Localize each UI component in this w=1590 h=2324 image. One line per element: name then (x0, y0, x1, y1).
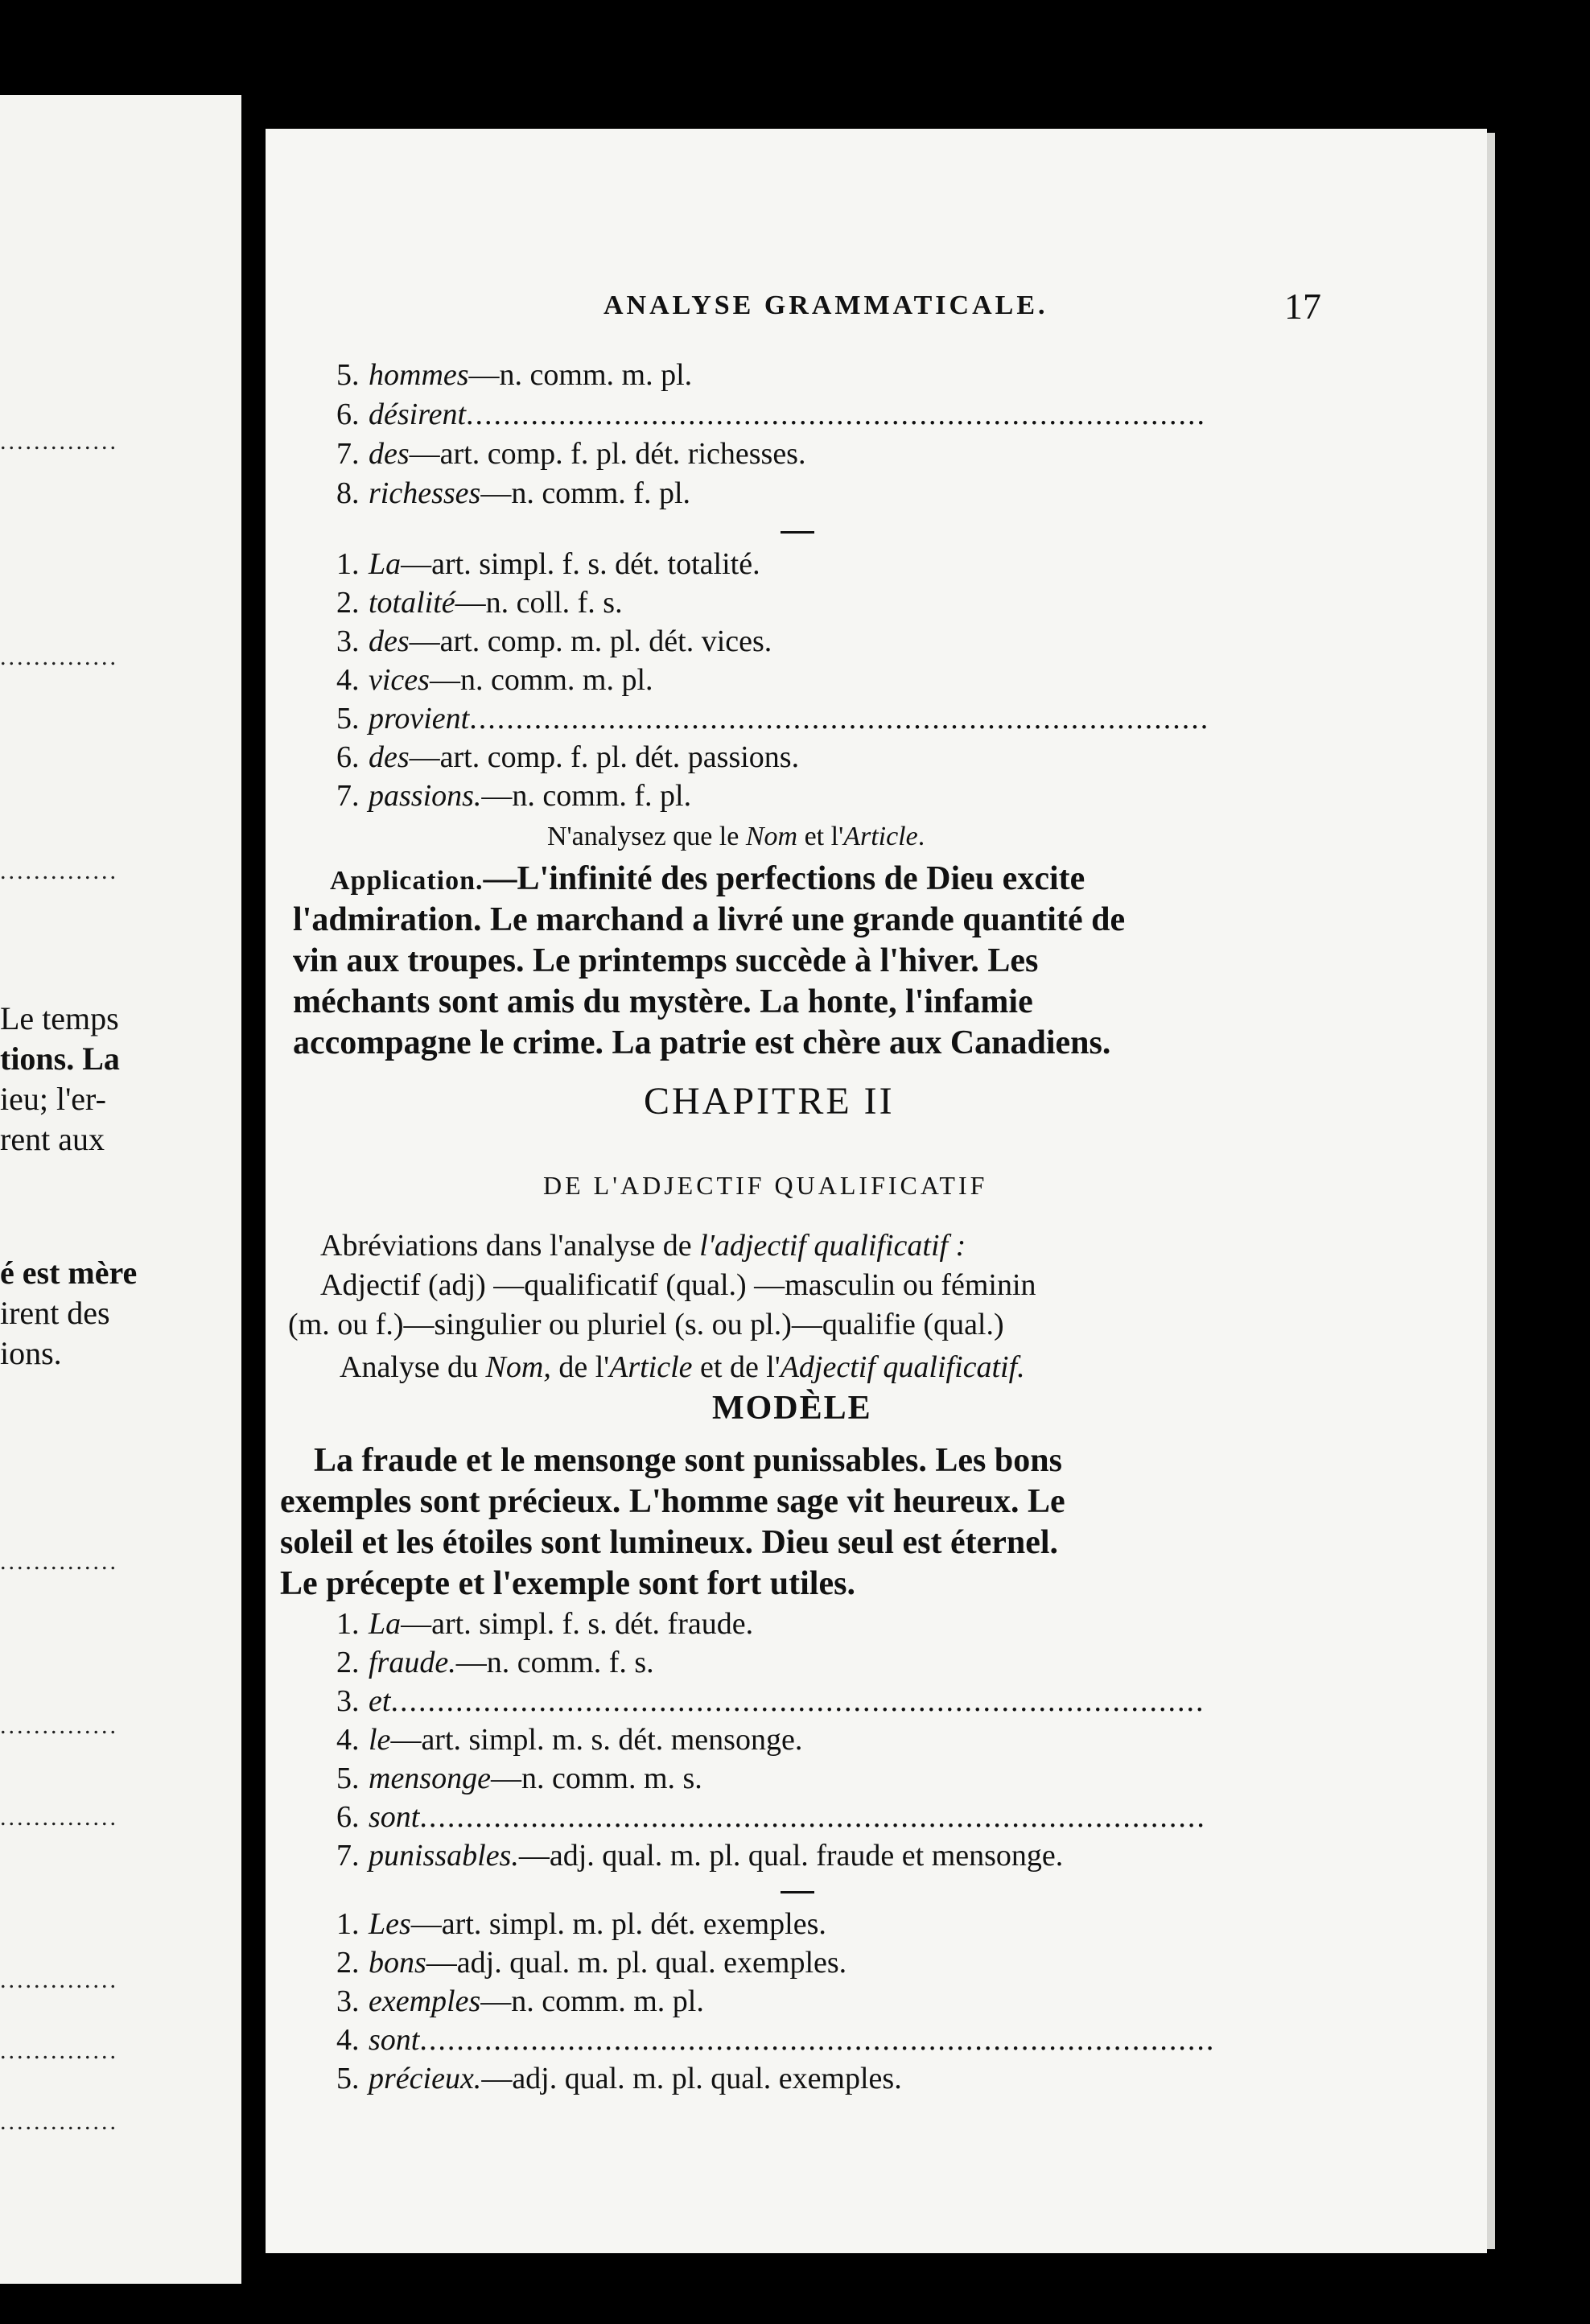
list-item: 2. totalité—n. coll. f. s. (336, 586, 623, 620)
fragment: rent aux (0, 1121, 105, 1157)
model-text-line: La fraude et le mensonge sont punissables. Les bons (314, 1442, 1062, 1479)
list-item: 6. sont..................................................................................... (336, 1800, 1206, 1834)
list-item: 4. vices—n. comm. m. pl. (336, 663, 653, 697)
model-text-line: exemples sont précieux. L'homme sage vit heureux. Le (280, 1483, 1065, 1520)
application-line: vin aux troupes. Le printemps succède à l'hiver. Les (293, 942, 1039, 979)
list-item: 5. provient................................................................................ (336, 702, 1210, 736)
list-item: 7. punissables.—adj. qual. m. pl. qual. fraude et mensonge. (336, 1839, 1064, 1873)
list-item: 1. Les—art. simpl. m. pl. dét. exemples. (336, 1907, 826, 1941)
abbreviations-line: Abréviations dans l'analyse de l'adjectif qualificatif : (320, 1229, 966, 1263)
page-edge (1487, 133, 1495, 2249)
fragment: Le temps (0, 1000, 119, 1036)
list-item: 4. le—art. simpl. m. s. dét. mensonge. (336, 1723, 803, 1757)
list-item: 2. fraude.—n. comm. f. s. (336, 1646, 654, 1679)
previous-page (0, 95, 241, 2284)
list-item: 3. et........................................................................................ (336, 1684, 1205, 1718)
instruction: N'analysez que le Nom et l'Article. (547, 822, 925, 851)
fragment: é est mère (0, 1255, 138, 1291)
list-item: 5. précieux.—adj. qual. m. pl. qual. exemples. (336, 2062, 902, 2095)
dotted-leader: .............. (0, 1967, 118, 1993)
page-number: 17 (1284, 286, 1321, 327)
list-item: 6. désirent................................................................................ (336, 398, 1207, 431)
application-line: l'admiration. Le marchand a livré une grande quantité de (293, 901, 1126, 938)
list-item: 1. La—art. simpl. f. s. dét. totalité. (336, 547, 760, 581)
dotted-leader: .............. (0, 644, 118, 670)
fragment: irent des (0, 1295, 110, 1331)
fragment: ieu; l'er- (0, 1081, 106, 1117)
list-item: 7. passions.—n. comm. f. pl. (336, 779, 692, 813)
separator (781, 1891, 814, 1893)
fragment: ions. (0, 1335, 62, 1371)
list-item: 2. bons—adj. qual. m. pl. qual. exemples. (336, 1946, 847, 1980)
list-item: 3. exemples—n. comm. m. pl. (336, 1984, 704, 2018)
model-heading: MODÈLE (712, 1390, 872, 1427)
list-item: 7. des—art. comp. f. pl. dét. richesses. (336, 437, 806, 471)
abbreviations-line: Analyse du Nom, de l'Article et de l'Adjectif qualificatif. (340, 1350, 1025, 1384)
dotted-leader: .............. (0, 1804, 118, 1831)
chapter-subtitle: DE L'ADJECTIF QUALIFICATIF (543, 1171, 988, 1200)
model-text-line: soleil et les étoiles sont lumineux. Dieu seul est éternel. (280, 1524, 1059, 1561)
separator (781, 531, 814, 534)
fragment: tions. La (0, 1040, 120, 1077)
model-text-line: Le précepte et l'exemple sont fort utiles. (280, 1565, 855, 1602)
list-item: 1. La—art. simpl. f. s. dét. fraude. (336, 1607, 754, 1641)
dotted-leader: .............. (0, 428, 118, 455)
list-item: 8. richesses—n. comm. f. pl. (336, 476, 691, 510)
application-line: accompagne le crime. La patrie est chère aux Canadiens. (293, 1024, 1111, 1061)
dotted-leader: .............. (0, 858, 118, 884)
abbreviations-line: (m. ou f.)—singulier ou pluriel (s. ou pl.)—qualifie (qual.) (288, 1308, 1004, 1341)
dotted-leader: .............. (0, 1548, 118, 1575)
application-line: Application.—L'infinité des perfections de Dieu excite (330, 860, 1085, 897)
dotted-leader: .............. (0, 2108, 118, 2135)
dotted-leader: .............. (0, 2038, 118, 2064)
list-item: 5. hommes—n. comm. m. pl. (336, 358, 693, 392)
list-item: 5. mensonge—n. comm. m. s. (336, 1762, 702, 1795)
book-page (266, 129, 1487, 2253)
list-item: 4. sont...................................................................................... (336, 2023, 1216, 2057)
abbreviations-line: Adjectif (adj) —qualificatif (qual.) —masculin ou féminin (320, 1268, 1036, 1302)
list-item: 6. des—art. comp. f. pl. dét. passions. (336, 740, 800, 774)
dotted-leader: .............. (0, 1712, 118, 1739)
list-item: 3. des—art. comp. m. pl. dét. vices. (336, 624, 772, 658)
application-line: méchants sont amis du mystère. La honte, l'infamie (293, 983, 1033, 1020)
chapter-title: CHAPITRE II (644, 1080, 895, 1123)
running-header: ANALYSE GRAMMATICALE. (603, 290, 1048, 320)
